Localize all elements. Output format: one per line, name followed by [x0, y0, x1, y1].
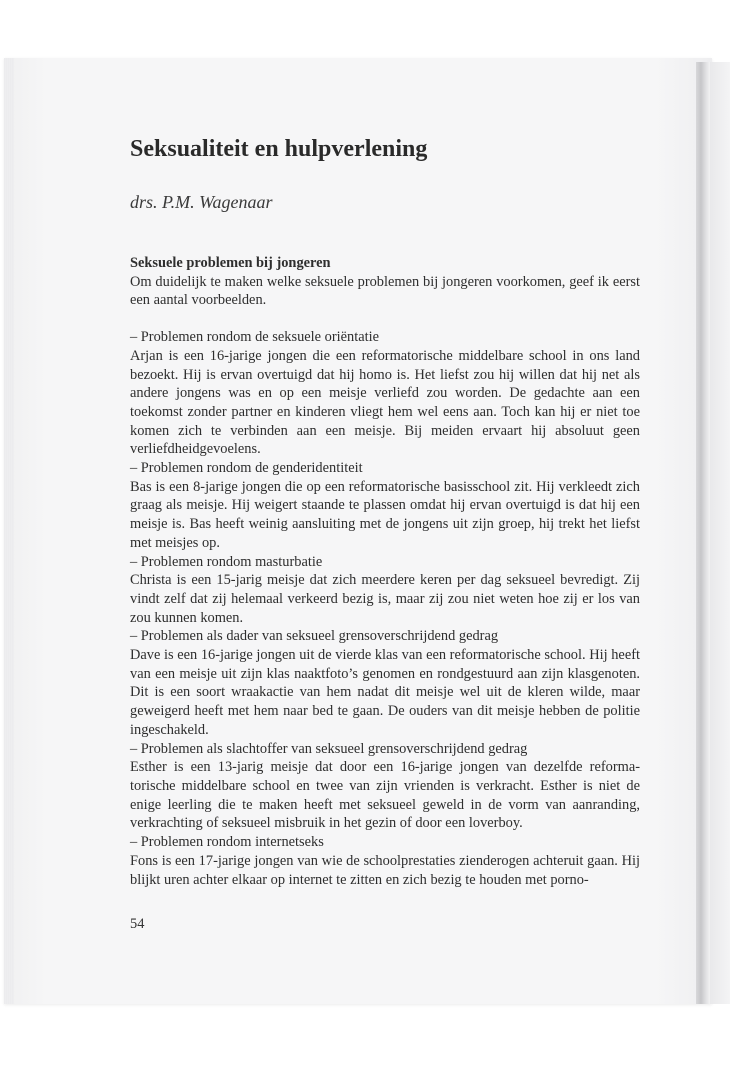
paragraph-gap: [130, 310, 640, 328]
case-heading: – Problemen als dader van seksueel grensoverschrijdend gedrag: [130, 628, 499, 645]
intro-paragraph: Om duidelijk te maken welke seksuele problemen bij jongeren voorkomen, geef ik eerst een aantal voorbeelden.: [130, 273, 640, 309]
case-heading: – Problemen rondom de seksuele oriëntatie: [130, 329, 379, 346]
case-heading: – Problemen rondom masturbatie: [130, 553, 323, 570]
case-paragraph: Dave is een 16-jarige jongen uit de vierde klas van een reformatorische school. Hij heeft van een meisje uit zijn klas naaktfoto’s genomen en rondgestuurd aan zijn klasgenoten. Dit is een soort wraakactie van hem nadat dit meisje wel uit de kleren wilde, maar geweigerd heeft met hem naar bed te gaan. De ouders van dit meisje hebben de politie ingeschakeld.: [130, 647, 640, 738]
section-subheading: Seksuele problemen bij jongeren: [130, 255, 331, 271]
page-edges: [4, 58, 14, 1004]
case-heading: – Problemen als slachtoffer van seksueel grensoverschrijdend gedrag: [130, 740, 528, 757]
page-number: 54: [130, 916, 145, 932]
case-heading: – Problemen rondom de genderidentiteit: [130, 460, 363, 477]
case-heading: – Problemen rondom internetseks: [130, 834, 324, 851]
author-name: drs. P.M. Wagenaar: [130, 192, 273, 212]
book-spine: [696, 62, 710, 1004]
case-paragraph: Esther is een 13-jarig meisje dat door een 16-jarige jongen van dezelfde reforma-torische middelbare school en twee van zijn vrienden is verkracht. Esther is niet de enige leerling die te maken heeft met seksueel geweld in de vorm van aanranding, verkrachting of seksueel misbruik in het gezin of door een loverboy.: [130, 759, 640, 832]
body-text: [130, 254, 640, 889]
case-paragraph: Fons is een 17-jarige jongen van wie de schoolprestaties zienderogen achteruit gaan. Hij blijkt uren achter elkaar op internet te zitten en zich bezig te houden met porno-: [130, 852, 640, 888]
case-paragraph: Arjan is een 16-jarige jongen die een reformatorische middelbare school in ons land bezoekt. Hij is ervan overtuigd dat hij homo is. Het liefst zou hij willen dat hij net als andere jongens was en op een meisje verliefd zou worden. De gedachte aan een toekomst zonder partner en kinderen vliegt hem wel eens aan. Toch kan hij er niet toe komen zich te verbinden aan een meisje. Bij meiden ervaart hij absoluut geen verliefdheidgevoelens.: [130, 347, 640, 458]
case-paragraph: Christa is een 15-jarig meisje dat zich meerdere keren per dag seksueel bevredigt. Zij vindt zelf dat zij helemaal verkeerd bezig is, maar zij zou niet weten hoe zij er los van zou kunnen komen.: [130, 572, 640, 626]
chapter-title: Seksualiteit en hulpverlening: [130, 136, 428, 162]
case-paragraph: Bas is een 8-jarige jongen die op een reformatorische basisschool zit. Hij verkleedt zich graag als meisje. Hij weigert staande te plassen omdat hij ervan overtuigd is dat hij een meisje is. Bas heeft weinig aansluiting met de jongens uit zijn groep, hij trekt het liefst met meisjes op.: [130, 478, 640, 551]
book-spine-edge: [710, 62, 730, 1004]
